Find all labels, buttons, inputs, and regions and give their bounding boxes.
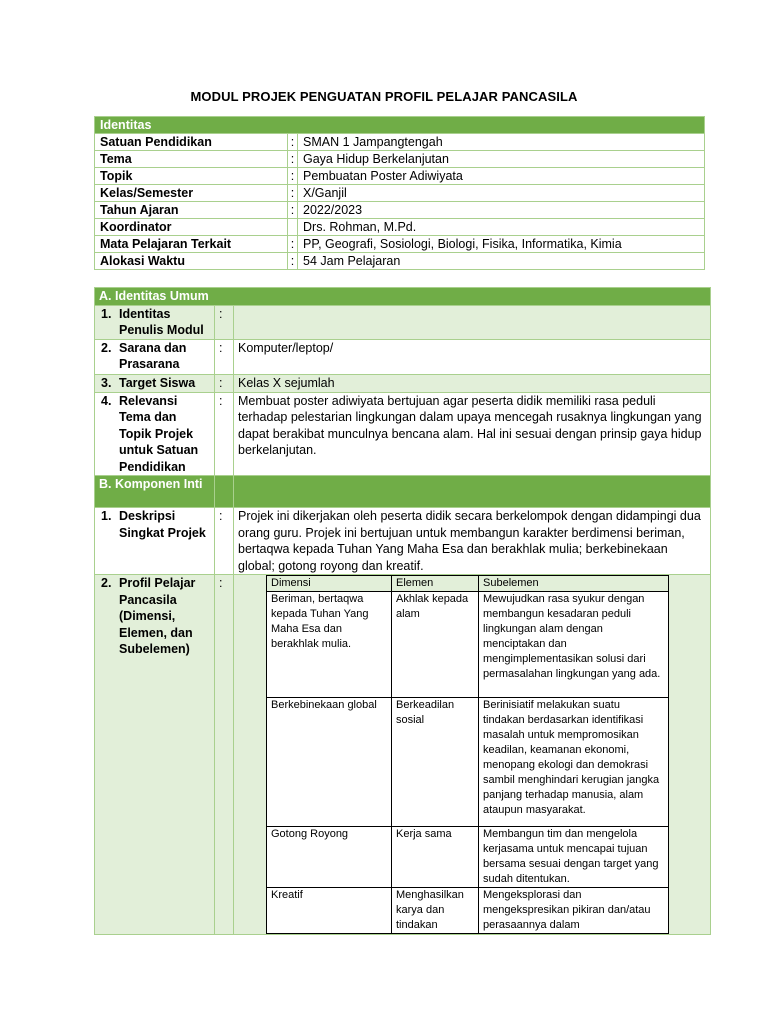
profil-inner-row [267, 592, 669, 698]
identitas-label: Satuan Pendidikan [95, 134, 288, 151]
row-value: Komputer/leptop/ [234, 339, 711, 374]
identitas-colon: : [288, 236, 298, 253]
row-colon: : [215, 575, 234, 935]
identitas-value: SMAN 1 Jampangtengah [298, 134, 705, 151]
subelemen-cell: Mengeksplorasi dan mengekspresikan pikiran dan/atau perasaannya dalam [479, 888, 669, 934]
identitas-umum-row [95, 374, 711, 392]
subelemen-cell: Membangun tim dan mengelola kerjasama untuk mencapai tujuan bersama sesuai dengan target yang sudah ditentukan. [479, 827, 669, 888]
identitas-colon: : [288, 253, 298, 270]
identitas-colon [288, 219, 298, 236]
page-title: MODUL PROJEK PENGUATAN PROFIL PELAJAR PANCASILA [190, 89, 578, 104]
identitas-label: Koordinator [95, 219, 288, 236]
section-a-header: A. Identitas Umum [95, 288, 711, 306]
profil-inner-row [267, 888, 669, 934]
row-number: 2. [101, 576, 112, 590]
elemen-cell: Kerja sama [392, 827, 479, 888]
identitas-value: 2022/2023 [298, 202, 705, 219]
identitas-value: 54 Jam Pelajaran [298, 253, 705, 270]
identitas-value: PP, Geografi, Sosiologi, Biologi, Fisika, Informatika, Kimia [298, 236, 705, 253]
row-number: 3. [101, 375, 112, 390]
section-b-spacer [215, 476, 234, 508]
identitas-value: Drs. Rohman, M.Pd. [298, 219, 705, 236]
identitas-colon: : [288, 168, 298, 185]
identitas-row [95, 168, 705, 185]
col-header-dimensi: Dimensi [267, 576, 392, 592]
identitas-colon: : [288, 134, 298, 151]
dimensi-cell: Kreatif [267, 888, 392, 934]
row-colon: : [215, 508, 234, 575]
identitas-label: Kelas/Semester [95, 185, 288, 202]
identitas-row [95, 253, 705, 270]
row-colon: : [215, 305, 234, 339]
col-header-subelemen: Subelemen [479, 576, 669, 592]
identitas-row [95, 202, 705, 219]
row-value: Projek ini dikerjakan oleh peserta didik secara berkelompok dengan didampingi dua orang guru. Projek ini bertujuan untuk membangun karakter berdimensi beriman, bertaqwa kepada Tuhan Yang Maha Esa dan berakhlak mulia; berkebinekaan global; gotong royong dan kreatif. [234, 508, 711, 575]
identitas-table [94, 116, 705, 270]
row-colon: : [215, 392, 234, 476]
identitas-value: Pembuatan Poster Adiwiyata [298, 168, 705, 185]
profil-row [95, 575, 711, 935]
identitas-row [95, 236, 705, 253]
identitas-row [95, 219, 705, 236]
section-b-header [95, 476, 215, 508]
identitas-colon: : [288, 185, 298, 202]
row-colon: : [215, 339, 234, 374]
dimensi-cell: Beriman, bertaqwa kepada Tuhan Yang Maha Esa dan berakhlak mulia. [267, 592, 392, 698]
row-number: 1. [101, 306, 112, 321]
elemen-cell: Akhlak kepada alam [392, 592, 479, 698]
identitas-label: Tahun Ajaran [95, 202, 288, 219]
subelemen-cell: Mewujudkan rasa syukur dengan membangun kesadaran peduli lingkungan alam dengan menciptakan dan mengimplementasikan solusi dari permasalahan lingkungan yang ada. [479, 592, 669, 698]
subelemen-cell: Berinisiatif melakukan suatu tindakan berdasarkan identifikasi masalah untuk mempromosikan keadilan, keamanan ekonomi, menopang ekologi dan demokrasi sambil menghindari kerugian jangka panjang terhadap manusia, alam ataupun masyarakat. [479, 698, 669, 827]
identitas-value: Gaya Hidup Berkelanjutan [298, 151, 705, 168]
identitas-colon: : [288, 151, 298, 168]
row-value: Membuat poster adiwiyata bertujuan agar peserta didik memiliki rasa peduli terhadap pelestarian lingkungan dalam upaya mencegah rusaknya lingkungan yang dapat berakibat munculnya bencana alam. Hal ini sesuai dengan prinsip gaya hidup berkelanjutan. [234, 392, 711, 476]
row-value [234, 305, 711, 339]
row-label: Deskripsi Singkat Projek [119, 509, 206, 540]
section-b-fill [234, 476, 711, 508]
row-label: Identitas Penulis Modul [119, 306, 204, 337]
row-number: 1. [101, 509, 112, 523]
row-label: Profil Pelajar Pancasila (Dimensi, Elemen, dan Subelemen) [119, 576, 196, 656]
identitas-row [95, 134, 705, 151]
elemen-cell: Berkeadilan sosial [392, 698, 479, 827]
row-label: Relevansi Tema dan Topik Projek untuk Satuan Pendidikan [119, 393, 199, 474]
deskripsi-row [95, 508, 711, 575]
identitas-label: Alokasi Waktu [95, 253, 288, 270]
identitas-row [95, 185, 705, 202]
identitas-label: Mata Pelajaran Terkait [95, 236, 288, 253]
col-header-elemen: Elemen [392, 576, 479, 592]
dimensi-cell: Berkebinekaan global [267, 698, 392, 827]
identitas-label: Tema [95, 151, 288, 168]
profil-inner-row [267, 827, 669, 888]
identitas-colon: : [288, 202, 298, 219]
identitas-umum-row [95, 305, 711, 339]
identitas-umum-row [95, 339, 711, 374]
identitas-umum-row [95, 392, 711, 476]
section-b-label: B. Komponen Inti [99, 477, 203, 491]
identitas-row [95, 151, 705, 168]
profil-inner-row [267, 698, 669, 827]
profil-inner-table [266, 575, 669, 934]
row-value: Kelas X sejumlah [234, 374, 711, 392]
identitas-header: Identitas [95, 117, 705, 134]
identitas-label: Topik [95, 168, 288, 185]
dimensi-cell: Gotong Royong [267, 827, 392, 888]
row-label: Sarana dan Prasarana [119, 340, 187, 371]
module-table [94, 287, 711, 935]
row-label: Target Siswa [119, 375, 196, 390]
row-number: 2. [101, 340, 112, 355]
elemen-cell: Menghasilkan karya dan tindakan [392, 888, 479, 934]
row-colon: : [215, 374, 234, 392]
row-number: 4. [101, 393, 112, 408]
identitas-value: X/Ganjil [298, 185, 705, 202]
